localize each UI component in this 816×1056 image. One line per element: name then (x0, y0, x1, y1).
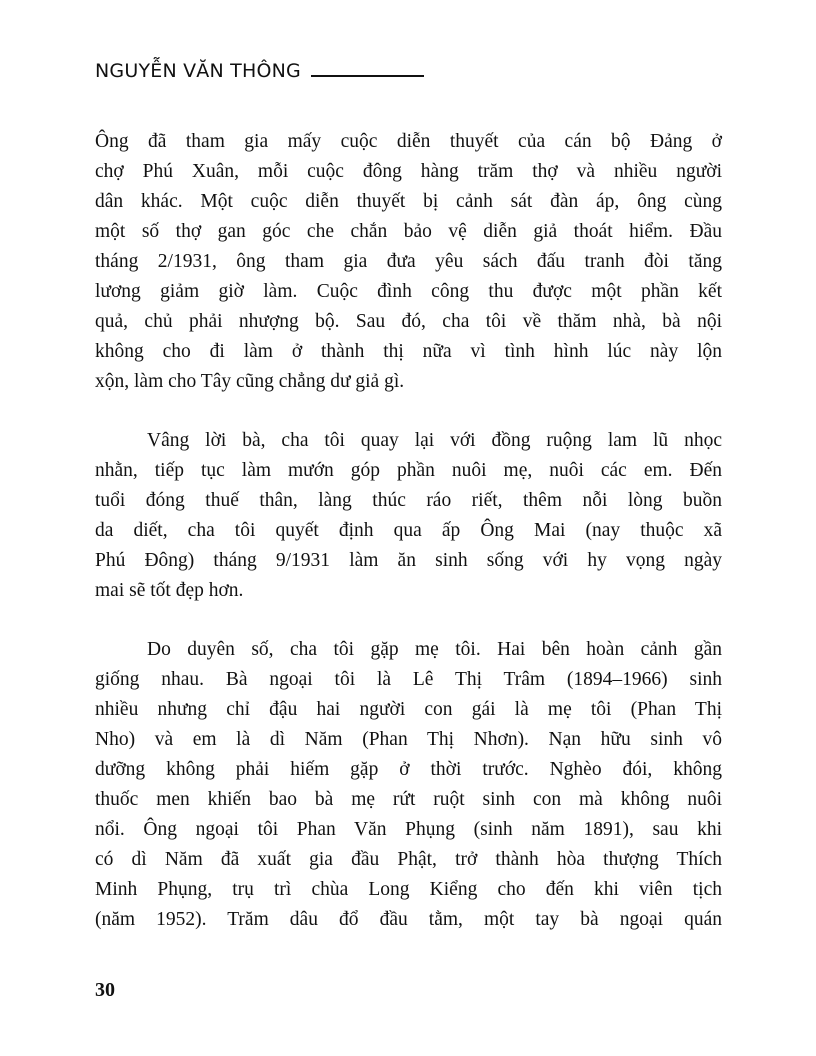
text-line: thuốc men khiến bao bà mẹ rứt ruột sinh con mà không nuôi (95, 789, 722, 810)
text-line: Ông đã tham gia mấy cuộc diễn thuyết của cán bộ Đảng ở (95, 131, 722, 152)
text-line: quả, chủ phải nhượng bộ. Sau đó, cha tôi về thăm nhà, bà nội (95, 311, 722, 332)
text-line: Vâng lời bà, cha tôi quay lại với đồng ruộng lam lũ nhọc (147, 430, 722, 451)
text-line: Nho) và em là dì Năm (Phan Thị Nhơn). Nạn hữu sinh vô (95, 729, 722, 750)
text-line: xộn, làm cho Tây cũng chẳng dư giả gì. (95, 371, 405, 392)
text-line: có dì Năm đã xuất gia đầu Phật, trở thành hòa thượng Thích (95, 849, 722, 870)
text-line: không cho đi làm ở thành thị nữa vì tình hình lúc này lộn (95, 341, 722, 362)
paragraph (95, 635, 722, 935)
text-line: giống nhau. Bà ngoại tôi là Lê Thị Trâm (1894–1966) sinh (95, 669, 722, 690)
paragraph (95, 426, 722, 606)
text-line: nổi. Ông ngoại tôi Phan Văn Phụng (sinh năm 1891), sau khi (95, 819, 722, 840)
paragraph (95, 127, 722, 397)
text-line: dân khác. Một cuộc diễn thuyết bị cảnh sát đàn áp, ông cùng (95, 191, 722, 212)
text-line: nhằn, tiếp tục làm mướn góp phần nuôi mẹ, nuôi các em. Đến (95, 460, 722, 481)
text-line: một số thợ gan góc che chắn bảo vệ diễn giả thoát hiểm. Đầu (95, 221, 722, 242)
text-line: Do duyên số, cha tôi gặp mẹ tôi. Hai bên hoàn cảnh gần (147, 639, 722, 660)
text-line: mai sẽ tốt đẹp hơn. (95, 580, 244, 601)
page-number: 30 (95, 979, 115, 1001)
text-line: dưỡng không phải hiếm gặp ở thời trước. Nghèo đói, không (95, 759, 722, 780)
header-rule (311, 75, 424, 77)
text-line: da diết, cha tôi quyết định qua ấp Ông Mai (nay thuộc xã (95, 520, 722, 541)
text-line: lương giảm giờ làm. Cuộc đình công thu được một phần kết (95, 281, 722, 302)
text-line: Minh Phụng, trụ trì chùa Long Kiểng cho đến khi viên tịch (95, 879, 722, 900)
text-line: Phú Đông) tháng 9/1931 làm ăn sinh sống với hy vọng ngày (95, 550, 722, 571)
text-line: (năm 1952). Trăm dâu đổ đầu tằm, một tay bà ngoại quán (95, 909, 722, 930)
text-line: chợ Phú Xuân, mỗi cuộc đông hàng trăm thợ và nhiều người (95, 161, 722, 182)
text-line: tháng 2/1931, ông tham gia đưa yêu sách đấu tranh đòi tăng (95, 251, 722, 272)
header-author: NGUYỄN VĂN THÔNG (95, 60, 301, 82)
body-text (95, 127, 722, 964)
text-line: tuổi đóng thuế thân, làng thúc ráo riết, thêm nỗi lòng buồn (95, 490, 722, 511)
running-header (95, 60, 424, 82)
text-line: nhiều nhưng chỉ đậu hai người con gái là mẹ tôi (Phan Thị (95, 699, 722, 720)
